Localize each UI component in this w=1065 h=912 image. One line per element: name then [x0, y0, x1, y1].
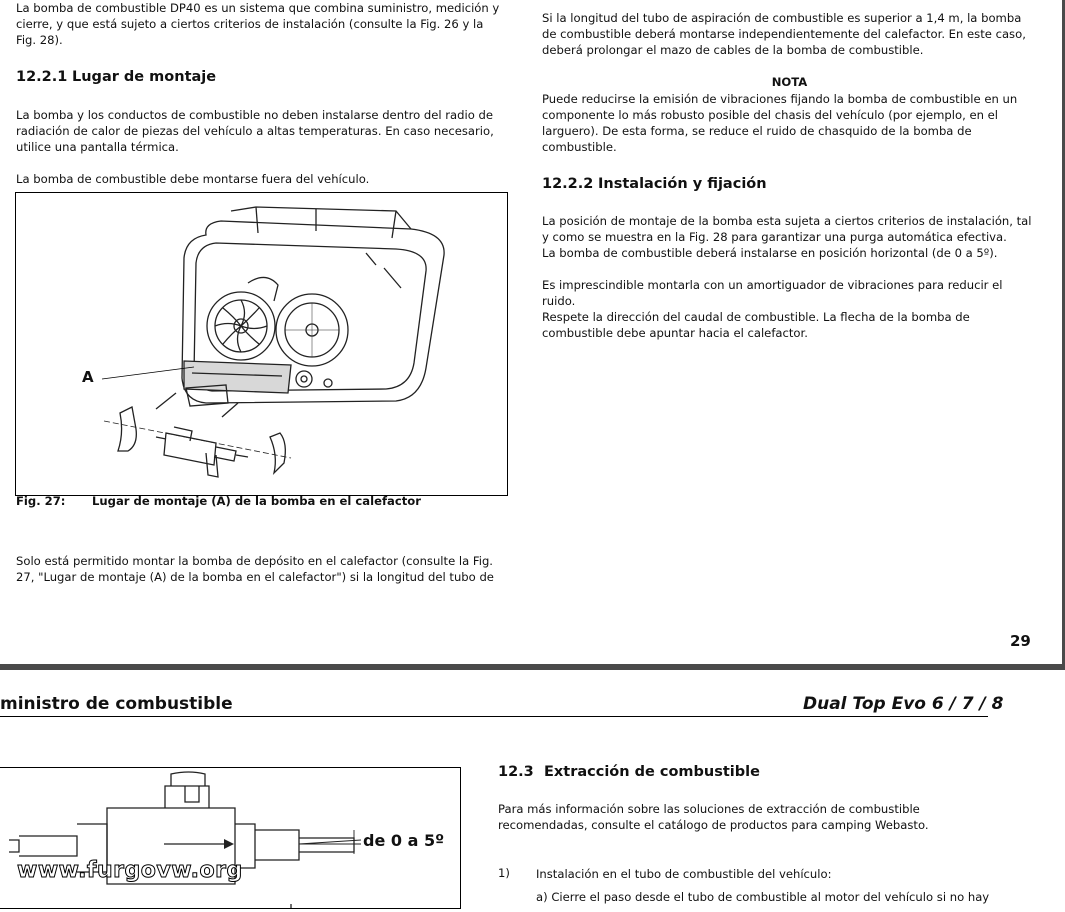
note-title: NOTA — [771, 75, 808, 89]
section-title: Extracción de combustible — [544, 764, 760, 780]
list-item-text: Instalación en el tubo de combustible del vehículo: — [536, 867, 832, 881]
chapter-header: ministro de combustible — [0, 694, 233, 714]
intro-paragraph: La bomba de combustible DP40 es un sistema que combina suministro, medición y cierre, y que está sujeto a ciertos criterios de instalación (consulte la Fig. 26 y la Fig. 28). — [16, 1, 500, 47]
section-heading-12-2-2 — [542, 176, 767, 192]
damper-paragraph: Es imprescindible montarla con un amortiguador de vibraciones para reducir el ruido. — [542, 278, 1003, 308]
tank-pump-paragraph: Solo está permitido montar la bomba de depósito en el calefactor (consulte la Fig. 27, "Lugar de montaje (A) de la bomba en el calefactor") si la longitud del tubo de — [16, 554, 494, 584]
mount-outside-paragraph: La bomba de combustible debe montarse fuera del vehículo. — [16, 172, 370, 186]
page-separator — [0, 664, 1065, 670]
product-header: Dual Top Evo 6 / 7 / 8 — [803, 694, 1004, 714]
section-heading-12-3 — [498, 764, 760, 780]
figure-caption-text: Lugar de montaje (A) de la bomba en el calefactor — [92, 494, 421, 508]
horizontal-position-paragraph: La bomba de combustible deberá instalarse en posición horizontal (de 0 a 5º). — [542, 246, 998, 260]
list-item-number: 1) — [498, 866, 510, 880]
flow-direction-paragraph: Respete la dirección del caudal de combustible. La flecha de la bomba de combustible debe apuntar hacia el calefactor. — [542, 310, 970, 340]
header-rule — [0, 716, 988, 717]
section-title: Lugar de montaje — [72, 69, 217, 85]
section-number: 12.2.2 — [542, 176, 594, 192]
section-title: Instalación y fijación — [598, 176, 767, 192]
section-number: 12.3 — [498, 764, 534, 780]
suction-length-paragraph: Si la longitud del tubo de aspiración de combustible es superior a 1,4 m, la bomba de combustible deberá montarse independientemente del calefactor. En este caso, deberá prolongar el mazo de cables de la bomba de combustible. — [542, 11, 1026, 57]
page-number: 29 — [1010, 632, 1031, 650]
figure-number: Fig. 27: — [16, 494, 66, 508]
section-heading-12-2-1 — [16, 69, 216, 85]
figure-28-frame — [0, 767, 461, 909]
section-number: 12.2.1 — [16, 69, 68, 85]
angle-label: de 0 a 5º — [363, 831, 445, 850]
catalog-paragraph: Para más información sobre las soluciones de extracción de combustible recomendadas, consulte el catálogo de productos para camping Webasto. — [498, 802, 929, 832]
figure-label-a: A — [82, 368, 94, 386]
note-text: Puede reducirse la emisión de vibraciones fijando la bomba de combustible en un componente lo más robusto posible del chasis del vehículo (por ejemplo, en el larguero). De esta forma, se reduce el ruido de chasquido de la bomba de combustible. — [542, 92, 1018, 154]
watermark: www.furgovw.org — [17, 858, 243, 883]
mounting-position-paragraph: La posición de montaje de la bomba esta sujeta a ciertos criterios de instalación, tal y como se muestra en la Fig. 28 para garantizar una purga automática efectiva. — [542, 214, 1032, 244]
heat-radiation-paragraph: La bomba y los conductos de combustible no deben instalarse dentro del radio de radiación de calor de piezas del vehículo a altas temperaturas. En caso necesario, utilice una pantalla térmica. — [16, 108, 494, 154]
figure-27-frame — [15, 192, 508, 496]
heater-pump-illustration — [16, 193, 507, 495]
figure-27-caption — [16, 494, 421, 508]
sub-list-item-text: a) Cierre el paso desde el tubo de combustible al motor del vehículo si no hay — [536, 890, 990, 904]
